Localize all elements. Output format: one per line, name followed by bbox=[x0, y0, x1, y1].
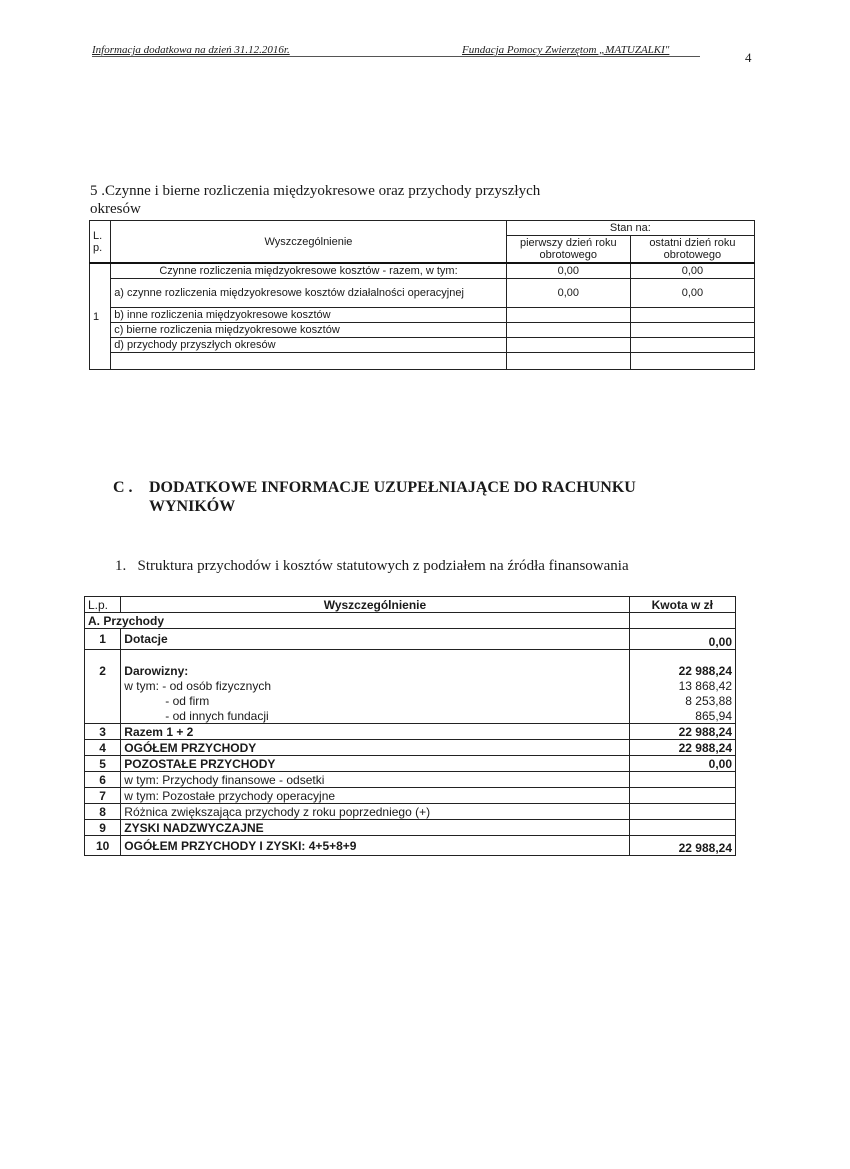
col-header-description: Wyszczególnienie bbox=[111, 221, 507, 264]
col-header-last-day: ostatni dzień roku obrotowego bbox=[630, 236, 754, 264]
table-row bbox=[85, 804, 736, 820]
section-c-title bbox=[149, 478, 636, 516]
row-label bbox=[111, 353, 507, 370]
row-lp: 1 bbox=[85, 629, 121, 650]
row-label: c) bierne rozliczenia międzyokresowe kosztów bbox=[111, 323, 507, 338]
row-lp: 6 bbox=[85, 772, 121, 788]
row-label: w tym: Przychody finansowe - odsetki bbox=[121, 772, 629, 788]
row-label: b) inne rozliczenia międzyokresowe kosztów bbox=[111, 308, 507, 323]
row-amount: 13 868,42 bbox=[629, 678, 735, 693]
table-row bbox=[90, 308, 755, 323]
table-row bbox=[90, 279, 755, 308]
row-lp: 9 bbox=[85, 820, 121, 836]
table-row bbox=[85, 708, 736, 724]
row-label: OGÓŁEM PRZYCHODY I ZYSKI: 4+5+8+9 bbox=[121, 836, 629, 856]
row-lp: 4 bbox=[85, 740, 121, 756]
row-label: - od innych fundacji bbox=[121, 708, 629, 724]
row-lp: 2 bbox=[85, 650, 121, 724]
table-row bbox=[90, 353, 755, 370]
row-amount bbox=[629, 804, 735, 820]
section-5-title bbox=[90, 182, 540, 218]
row-lp: 7 bbox=[85, 788, 121, 804]
col-header-description: Wyszczególnienie bbox=[121, 597, 629, 613]
row-label: Różnica zwiększająca przychody z roku poprzedniego (+) bbox=[121, 804, 629, 820]
row-label: POZOSTAŁE PRZYCHODY bbox=[121, 756, 629, 772]
table-row bbox=[85, 756, 736, 772]
row-lp: 5 bbox=[85, 756, 121, 772]
row-label: Dotacje bbox=[121, 629, 629, 650]
section-5-title-line2: okresów bbox=[90, 201, 141, 217]
row-amount: 0,00 bbox=[629, 756, 735, 772]
row-label: w tym: - od osób fizycznych bbox=[121, 678, 629, 693]
revenue-header-row bbox=[85, 597, 736, 613]
row-value-last: 0,00 bbox=[630, 263, 754, 279]
row-lp: 8 bbox=[85, 804, 121, 820]
table-row bbox=[85, 772, 736, 788]
row-label: w tym: Pozostałe przychody operacyjne bbox=[121, 788, 629, 804]
section-c-title-line1: DODATKOWE INFORMACJE UZUPEŁNIAJĄCE DO RACHUNKU bbox=[149, 479, 636, 496]
row-value-first bbox=[506, 338, 630, 353]
col-header-lp: L. p. bbox=[90, 221, 111, 264]
row-value-first bbox=[506, 323, 630, 338]
section-c-title-line2: WYNIKÓW bbox=[149, 498, 236, 515]
table-row bbox=[85, 629, 736, 650]
row-label: - od firm bbox=[121, 693, 629, 708]
row-value-first bbox=[506, 308, 630, 323]
col-header-first-day: pierwszy dzień roku obrotowego bbox=[506, 236, 630, 264]
row-amount: 22 988,24 bbox=[629, 836, 735, 856]
table-row bbox=[85, 836, 736, 856]
row-label: Razem 1 + 2 bbox=[121, 724, 629, 740]
col-header-lp: L.p. bbox=[85, 597, 121, 613]
table-row bbox=[90, 323, 755, 338]
table-row bbox=[85, 724, 736, 740]
row-amount: 22 988,24 bbox=[629, 650, 735, 679]
row-amount: 0,00 bbox=[629, 629, 735, 650]
header-organization-name: Fundacja Pomocy Zwierzętom „MATUZALKI" bbox=[462, 44, 670, 56]
row-lp: 10 bbox=[85, 836, 121, 856]
table-row bbox=[90, 338, 755, 353]
row-label: d) przychody przyszłych okresów bbox=[111, 338, 507, 353]
row-value-last: 0,00 bbox=[630, 279, 754, 308]
table-row bbox=[85, 740, 736, 756]
table-row bbox=[85, 788, 736, 804]
revenue-table bbox=[84, 596, 736, 856]
row-value-last bbox=[630, 308, 754, 323]
row-value-first: 0,00 bbox=[506, 279, 630, 308]
col-header-status-group: Stan na: bbox=[506, 221, 754, 236]
row-value-last bbox=[630, 338, 754, 353]
accruals-header-row-1 bbox=[90, 221, 755, 236]
section-c-letter: C . bbox=[113, 479, 133, 496]
row-amount: 865,94 bbox=[629, 708, 735, 724]
row-value-last bbox=[630, 353, 754, 370]
row-lp: 3 bbox=[85, 724, 121, 740]
table-row bbox=[85, 678, 736, 693]
row-value-first: 0,00 bbox=[506, 263, 630, 279]
row-amount: 22 988,24 bbox=[629, 740, 735, 756]
table-row bbox=[85, 693, 736, 708]
header-divider bbox=[92, 56, 700, 57]
section-5-title-line1: 5 .Czynne i bierne rozliczenia międzyokresowe oraz przychody przyszłych bbox=[90, 183, 541, 199]
row-label: OGÓŁEM PRZYCHODY bbox=[121, 740, 629, 756]
page-number: 4 bbox=[745, 50, 752, 65]
header-document-title: Informacja dodatkowa na dzień 31.12.2016r. bbox=[92, 44, 290, 56]
row-value-last bbox=[630, 323, 754, 338]
group-label-revenue: A. Przychody bbox=[85, 613, 630, 629]
row-label: a) czynne rozliczenia międzyokresowe kosztów działalności operacyjnej bbox=[111, 279, 507, 308]
table-row bbox=[90, 263, 755, 279]
table-row bbox=[85, 820, 736, 836]
row-amount bbox=[629, 788, 735, 804]
accruals-table bbox=[89, 220, 755, 370]
row-label: ZYSKI NADZWYCZAJNE bbox=[121, 820, 629, 836]
group-row bbox=[85, 613, 736, 629]
row-lp: 1 bbox=[90, 263, 111, 370]
row-label: Czynne rozliczenia międzyokresowe kosztów - razem, w tym: bbox=[111, 263, 507, 279]
row-label: Darowizny: bbox=[121, 650, 629, 679]
row-value-first bbox=[506, 353, 630, 370]
row-amount bbox=[629, 820, 735, 836]
row-amount bbox=[629, 772, 735, 788]
row-amount: 8 253,88 bbox=[629, 693, 735, 708]
row-amount: 22 988,24 bbox=[629, 724, 735, 740]
col-header-amount: Kwota w zł bbox=[629, 597, 735, 613]
subsection-1-title: 1. Struktura przychodów i kosztów statutowych z podziałem na źródła finansowania bbox=[115, 558, 629, 574]
table-row bbox=[85, 650, 736, 679]
group-amount bbox=[629, 613, 735, 629]
